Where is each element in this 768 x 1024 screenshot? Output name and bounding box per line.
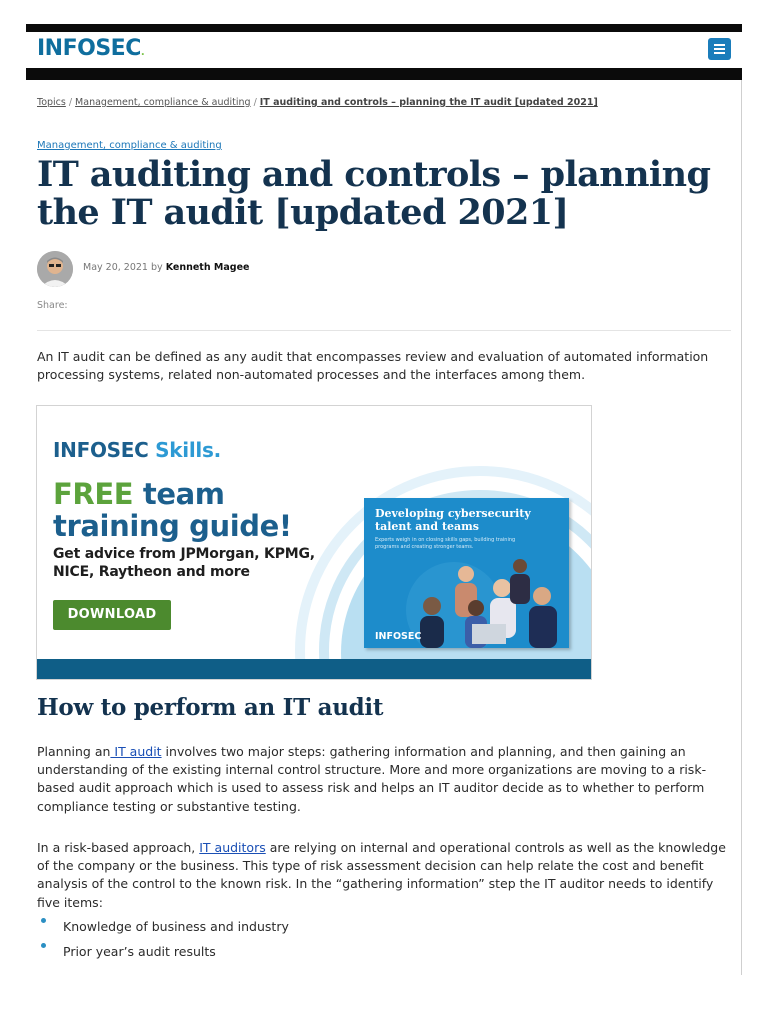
book-title: Developing cybersecurity talent and teams	[375, 507, 531, 533]
article-title: IT auditing and controls – planning the IT audit [updated 2021]	[37, 154, 711, 233]
breadcrumb-current[interactable]: IT auditing and controls – planning the IT audit [updated 2021]	[259, 97, 598, 108]
intro-paragraph: An IT audit can be defined as any audit that encompasses review and evaluation of automated information processing systems, related non-automated processes and the interfaces among them.	[37, 349, 709, 383]
divider	[37, 330, 731, 331]
items-list	[37, 914, 289, 964]
planning-paragraph: Planning an IT audit involves two major steps: gathering information and planning, and then gaining an understanding of the existing internal control structure. More and more organizations are moving to a risk-based audit approach which is used to assess risk and helps an IT auditor decide as to whether to perform compliance testing or substantive testing.	[37, 744, 707, 814]
menu-hamburger-icon[interactable]	[708, 38, 731, 60]
logo-dot: .	[140, 47, 145, 58]
breadcrumb	[37, 97, 598, 108]
it-auditors-link[interactable]: IT auditors	[199, 840, 266, 855]
author-name[interactable]: Kenneth Magee	[165, 262, 250, 273]
ad-download-button[interactable]: DOWNLOAD	[53, 600, 171, 630]
article-date: May 20, 2021	[83, 262, 148, 273]
article-category-link[interactable]: Management, compliance & auditing	[37, 140, 222, 151]
breadcrumb-separator: /	[253, 97, 257, 108]
ad-book-cover	[364, 498, 569, 648]
content-border	[741, 80, 742, 975]
it-audit-link[interactable]: IT audit	[110, 744, 162, 759]
ad-infosec-skills-logo: INFOSEC Skills.	[53, 438, 221, 462]
book-description: Experts weigh in on closing skills gaps, building training programs and creating stronger teams.	[375, 537, 516, 550]
ad-subtext: Get advice from JPMorgan, KPMG, NICE, Raytheon and more	[53, 546, 315, 580]
breadcrumb-category[interactable]: Management, compliance & auditing	[75, 97, 251, 108]
site-header	[26, 32, 742, 68]
logo-text: INFOSEC	[37, 36, 141, 61]
section-heading: How to perform an IT audit	[37, 694, 384, 721]
article-meta	[83, 262, 249, 273]
byline-by: by	[151, 262, 163, 273]
book-brand: INFOSEC	[375, 631, 422, 642]
ad-headline-free: FREE	[53, 477, 134, 511]
risk-based-paragraph: In a risk-based approach, IT auditors are relying on internal and operational controls as well as the knowledge of the company or the business. This type of risk assessment decision can help relate the cost and benefit analysis of the control to the known risk. In the “gathering information” step the IT auditor needs to identify five items:	[37, 840, 726, 910]
top-bar	[26, 24, 742, 32]
list-item: Prior year’s audit results	[37, 939, 289, 964]
ad-headline-line2: training guide!	[53, 509, 292, 543]
ad-headline	[53, 478, 292, 542]
infosec-logo[interactable]	[37, 36, 144, 61]
breadcrumb-separator: /	[68, 97, 73, 108]
ad-headline-team: team	[133, 477, 225, 511]
share-label: Share:	[37, 300, 68, 311]
list-item: Knowledge of business and industry	[37, 914, 289, 939]
nav-bar	[26, 68, 742, 80]
ad-footer-bar	[37, 659, 592, 679]
breadcrumb-topics[interactable]: Topics	[37, 97, 66, 108]
author-avatar[interactable]	[37, 251, 73, 287]
skills-ad-banner[interactable]	[36, 405, 592, 680]
book-people-illustration	[404, 548, 569, 648]
